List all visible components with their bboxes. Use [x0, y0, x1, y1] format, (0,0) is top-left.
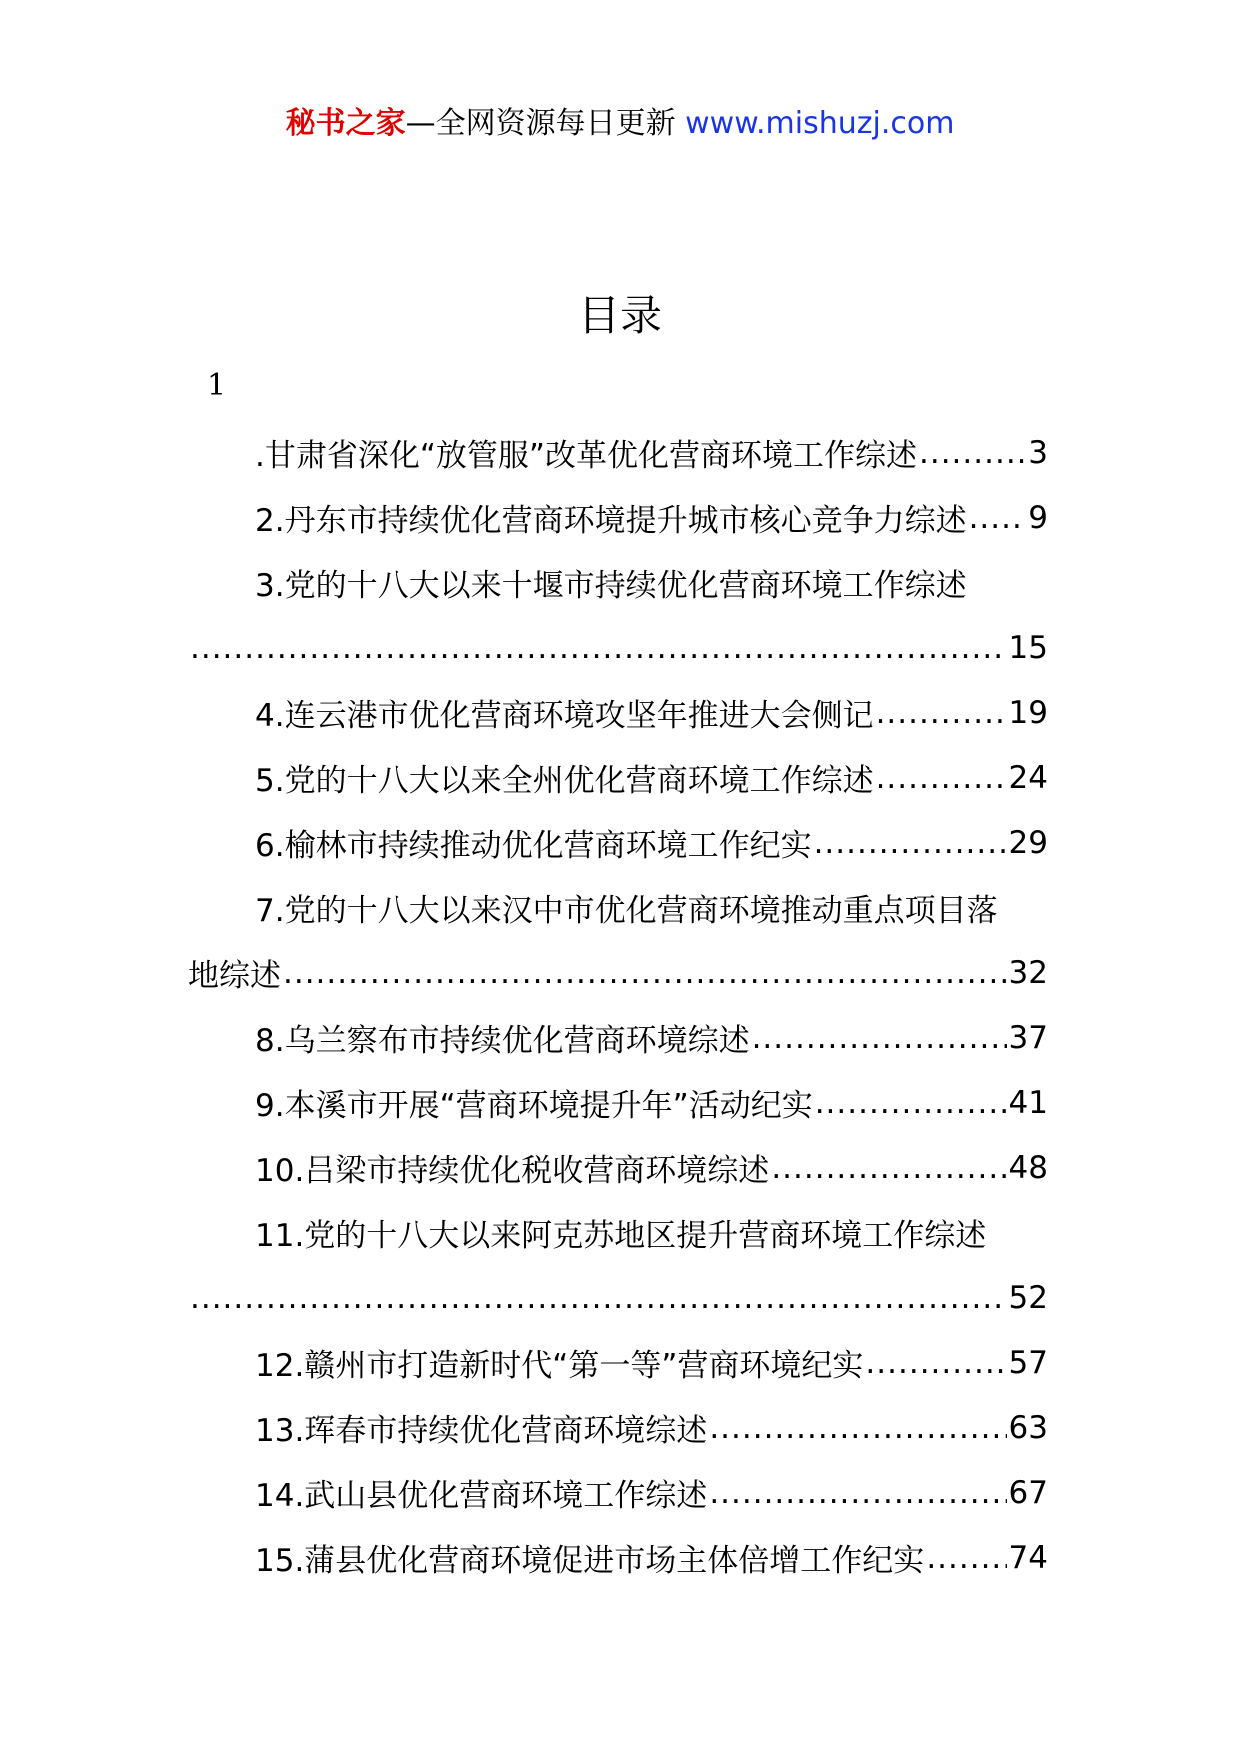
toc-entry[interactable]	[188, 1460, 1048, 1525]
toc-entry[interactable]	[188, 680, 1048, 745]
dot-leader	[752, 1020, 1007, 1056]
toc-entry[interactable]	[188, 1525, 1048, 1590]
toc-entry-page-number: 67	[1008, 1474, 1048, 1511]
toc-entry-page-number: 48	[1008, 1149, 1048, 1186]
table-of-contents	[188, 420, 1048, 1590]
toc-entry[interactable]	[188, 810, 1048, 875]
toc-entry-title: 4.连云港市优化营商环境攻坚年推进大会侧记	[255, 698, 874, 734]
toc-entry-page-number: 32	[1008, 954, 1048, 991]
dot-leader	[190, 630, 1007, 666]
dot-leader	[771, 1150, 1006, 1186]
toc-entry-title: 5.党的十八大以来全州优化营商环境工作综述	[255, 763, 874, 799]
dot-leader	[709, 1410, 1006, 1446]
toc-entry-page-number: 74	[1008, 1539, 1048, 1576]
dot-leader	[865, 1345, 1006, 1381]
toc-entry-title: 8.乌兰察布市持续优化营商环境综述	[255, 1023, 750, 1059]
toc-entry[interactable]	[188, 550, 1048, 680]
toc-entry[interactable]	[188, 1005, 1048, 1070]
toc-entry[interactable]	[188, 745, 1048, 810]
toc-entry-page-number: 19	[1008, 694, 1048, 731]
site-brand: 秘书之家	[285, 106, 406, 141]
toc-entry-title: 13.珲春市持续优化营商环境综述	[255, 1413, 708, 1449]
toc-entry-page-number: 52	[1008, 1279, 1048, 1316]
toc-entry-title: 9.本溪市开展“营商环境提升年”活动纪实	[255, 1088, 813, 1124]
toc-entry-title-continued: 地综述	[188, 958, 281, 994]
toc-entry-page-number: 41	[1008, 1084, 1048, 1121]
toc-entry-title: 14.武山县优化营商环境工作综述	[255, 1478, 708, 1514]
page-marker: 1	[207, 368, 227, 403]
toc-entry-title: 2.丹东市持续优化营商环境提升城市核心竞争力综述	[255, 503, 967, 539]
page-title: 目录	[577, 291, 662, 340]
toc-entry-title: 12.赣州市打造新时代“第一等”营商环境纪实	[255, 1348, 864, 1384]
toc-entry[interactable]	[188, 1330, 1048, 1395]
toc-entry-page-number: 57	[1008, 1344, 1048, 1381]
toc-entry[interactable]	[188, 485, 1048, 550]
toc-entry-page-number: 24	[1008, 759, 1048, 796]
toc-entry-page-number: 63	[1008, 1409, 1048, 1446]
toc-entry[interactable]	[188, 420, 1048, 485]
toc-entry[interactable]	[188, 1395, 1048, 1460]
dot-leader	[876, 760, 1007, 796]
dot-leader	[283, 955, 1007, 991]
toc-entry-title: 10.吕梁市持续优化税收营商环境综述	[255, 1153, 770, 1189]
toc-entry-page-number: 37	[1008, 1019, 1048, 1056]
toc-entry-title: 11.党的十八大以来阿克苏地区提升营商环境工作综述	[255, 1218, 987, 1254]
dot-leader	[876, 695, 1007, 731]
toc-entry-page-number: 29	[1008, 824, 1048, 861]
site-tagline: —全网资源每日更新	[405, 106, 676, 141]
dot-leader	[814, 825, 1007, 861]
toc-entry-page-number: 15	[1008, 629, 1048, 666]
toc-entry-page-number: 3	[1028, 434, 1048, 471]
dot-leader	[709, 1475, 1006, 1511]
toc-entry[interactable]	[188, 1135, 1048, 1200]
toc-entry-page-number: 9	[1028, 499, 1048, 536]
toc-entry[interactable]	[188, 1070, 1048, 1135]
toc-entry-title: 3.党的十八大以来十堰市持续优化营商环境工作综述	[255, 568, 967, 604]
toc-entry-title: 7.党的十八大以来汉中市优化营商环境推动重点项目落	[255, 893, 998, 929]
dot-leader	[815, 1085, 1007, 1121]
dot-leader	[969, 500, 1027, 536]
toc-entry-title: 6.榆林市持续推动优化营商环境工作纪实	[255, 828, 812, 864]
dot-leader	[190, 1280, 1007, 1316]
dot-leader	[919, 435, 1026, 471]
site-header	[0, 104, 1240, 144]
toc-entry[interactable]	[188, 875, 1048, 1005]
dot-leader	[926, 1540, 1006, 1576]
site-url-link[interactable]: www.mishuzj.com	[685, 106, 955, 141]
toc-entry[interactable]	[188, 1200, 1048, 1330]
toc-entry-title: .甘肃省深化“放管服”改革优化营商环境工作综述	[255, 438, 917, 474]
toc-entry-title: 15.蒲县优化营商环境促进市场主体倍增工作纪实	[255, 1543, 925, 1579]
